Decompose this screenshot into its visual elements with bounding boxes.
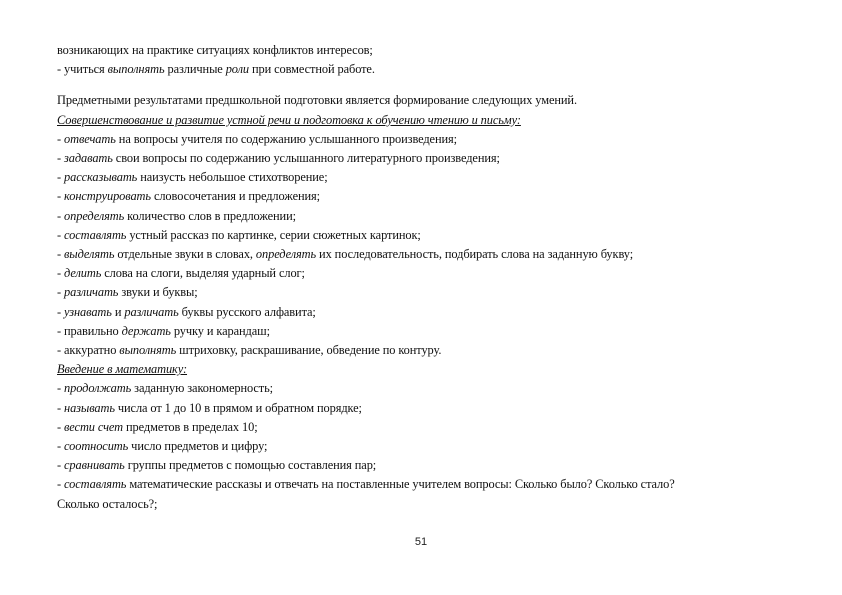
list-item	[57, 245, 797, 264]
emphasis: составлять	[64, 227, 127, 242]
text: -	[57, 170, 65, 185]
text: - правильно	[57, 323, 122, 338]
text-line	[57, 41, 797, 60]
list-item	[57, 475, 797, 494]
section-heading-math	[57, 360, 797, 379]
text: буквы русского алфавита;	[178, 304, 316, 319]
emphasis: выполнять	[119, 343, 177, 358]
text: наизусть небольшое стихотворение;	[137, 170, 328, 185]
list-item	[57, 379, 797, 398]
text: - аккуратно	[57, 343, 120, 358]
list-item	[57, 283, 797, 302]
emphasis: различать	[124, 304, 179, 319]
text: слова на слоги, выделяя ударный слог;	[101, 266, 305, 281]
list-item	[57, 322, 797, 341]
text: Введение в математику:	[57, 362, 188, 377]
emphasis: держать	[121, 323, 171, 338]
text: группы предметов с помощью составления пар;	[124, 458, 377, 473]
text: -	[57, 189, 65, 204]
text: -	[57, 381, 65, 396]
emphasis: называть	[64, 400, 115, 415]
text: свои вопросы по содержанию услышанного литературного произведения;	[112, 151, 500, 166]
text: заданную закономерность;	[131, 381, 274, 396]
emphasis: определять	[255, 247, 317, 262]
emphasis: задавать	[64, 151, 113, 166]
text: возникающих на практике ситуациях конфликтов интересов;	[57, 43, 373, 57]
list-item	[57, 60, 797, 79]
text: -	[57, 266, 65, 281]
section-heading-speech	[57, 111, 797, 130]
emphasis: сравнивать	[64, 458, 125, 473]
text: словосочетания и предложения;	[150, 189, 320, 204]
text: предметов в пределах 10;	[123, 419, 258, 434]
text: -	[57, 477, 65, 492]
text: - учиться	[57, 62, 108, 77]
emphasis: различать	[64, 285, 119, 300]
text: штриховку, раскрашивание, обведение по контуру.	[176, 343, 442, 358]
emphasis: делить	[64, 266, 102, 281]
emphasis: рассказывать	[64, 170, 138, 185]
list-item	[57, 456, 797, 475]
list-item	[57, 187, 797, 206]
emphasis: отвечать	[64, 131, 116, 146]
text-line	[57, 495, 797, 514]
emphasis: конструировать	[64, 189, 151, 204]
text: -	[57, 131, 65, 146]
emphasis: роли	[225, 62, 249, 77]
text: устный рассказ по картинке, серии сюжетных картинок;	[126, 227, 421, 242]
text: при совместной работе.	[248, 62, 375, 77]
emphasis: узнавать	[64, 304, 112, 319]
list-item	[57, 303, 797, 322]
emphasis: вести счет	[64, 419, 124, 434]
text: их последовательность, подбирать слова на заданную букву;	[316, 247, 634, 262]
list-item	[57, 149, 797, 168]
text: число предметов и цифру;	[128, 439, 268, 454]
text: -	[57, 458, 65, 473]
text: -	[57, 304, 65, 319]
emphasis: составлять	[64, 477, 127, 492]
text: Предметными результатами предшкольной подготовки является формирование следующих умений.	[57, 93, 577, 108]
text: -	[57, 208, 65, 223]
list-item	[57, 168, 797, 187]
emphasis: определять	[64, 208, 125, 223]
text: -	[57, 400, 65, 415]
text: отдельные звуки в словах,	[114, 247, 256, 262]
list-item	[57, 399, 797, 418]
text: -	[57, 227, 65, 242]
text: -	[57, 419, 65, 434]
list-item	[57, 264, 797, 283]
text: и	[111, 304, 125, 319]
text: на вопросы учителя по содержанию услышанного произведения;	[115, 131, 457, 146]
page-number: 51	[414, 536, 428, 548]
document-page	[57, 41, 797, 514]
text: -	[57, 151, 65, 166]
emphasis: выполнять	[107, 62, 165, 77]
list-item	[57, 418, 797, 437]
text: Совершенствование и развитие устной речи и подготовка к обучению чтению и письму:	[57, 112, 521, 127]
emphasis: соотносить	[64, 439, 129, 454]
list-item	[57, 437, 797, 456]
text: -	[57, 285, 65, 300]
text: звуки и буквы;	[118, 285, 198, 300]
paragraph-intro	[57, 91, 797, 110]
text: количество слов в предложении;	[124, 208, 296, 223]
text: ручку и карандаш;	[170, 323, 270, 338]
list-item	[57, 207, 797, 226]
text: числа от 1 до 10 в прямом и обратном порядке;	[114, 400, 362, 415]
list-item	[57, 130, 797, 149]
text: различные	[164, 62, 226, 77]
emphasis: продолжать	[64, 381, 132, 396]
text: Сколько осталось?;	[57, 496, 158, 511]
text: -	[57, 439, 65, 454]
text: -	[57, 247, 65, 262]
list-item	[57, 226, 797, 245]
emphasis: выделять	[64, 247, 115, 262]
list-item	[57, 341, 797, 360]
text: математические рассказы и отвечать на поставленные учителем вопросы: Сколько было? Сколько стало?	[126, 477, 675, 492]
